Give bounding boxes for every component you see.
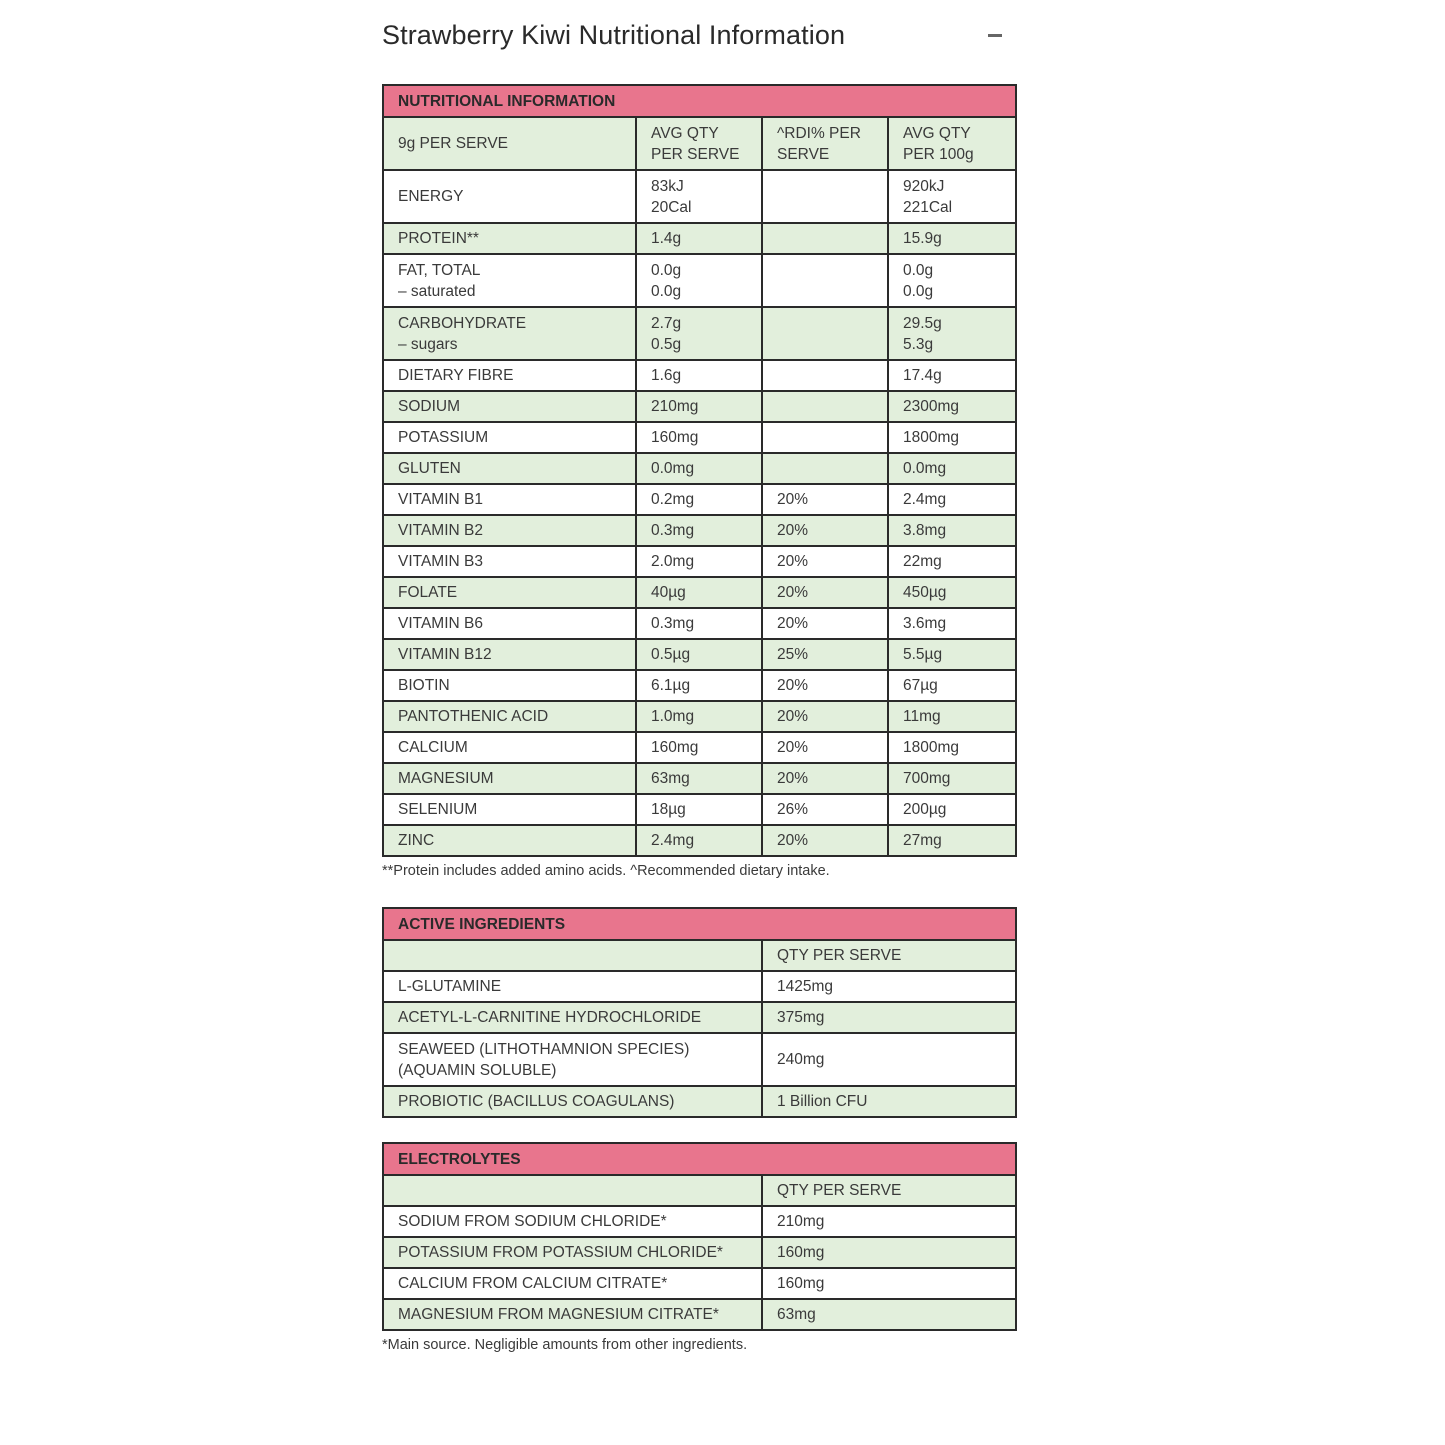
qty-per-serve-value: 2.7g <box>651 314 682 332</box>
table-row <box>383 971 1016 1002</box>
rdi-percent <box>762 484 888 515</box>
qty-per-serve-value: 0.5µg <box>651 646 691 663</box>
table-row <box>383 484 1016 515</box>
electrolyte-name-value: MAGNESIUM FROM MAGNESIUM CITRATE* <box>398 1306 719 1323</box>
qty-per-serve <box>762 1033 1016 1086</box>
qty-per-serve-value: 160mg <box>777 1275 825 1292</box>
electrolyte-name <box>383 1237 762 1268</box>
table-row <box>383 639 1016 670</box>
rdi-percent-value: 20% <box>777 522 809 539</box>
rdi-percent <box>762 639 888 670</box>
nutrient-name-subvalue: – saturated <box>398 282 476 300</box>
qty-per-serve <box>762 1237 1016 1268</box>
electrolyte-name-value: SODIUM FROM SODIUM CHLORIDE* <box>398 1213 667 1230</box>
table-row <box>383 391 1016 422</box>
qty-per-serve-value: 0.0g <box>651 261 682 279</box>
nutrient-name <box>383 391 636 422</box>
nutrient-name-value: POTASSIUM <box>398 429 489 446</box>
qty-per-serve-value: 210mg <box>777 1213 825 1230</box>
rdi-percent-value: 20% <box>777 553 809 570</box>
column-header: AVG QTY PER 100g <box>888 117 1016 170</box>
qty-per-serve <box>636 422 762 453</box>
qty-per-100g-value: 15.9g <box>903 230 942 247</box>
qty-per-serve-value: 0.3mg <box>651 522 695 539</box>
qty-per-100g <box>888 794 1016 825</box>
qty-per-serve-value: 40µg <box>651 584 686 601</box>
rdi-percent <box>762 763 888 794</box>
panel-header[interactable] <box>382 0 1016 84</box>
table-row <box>383 360 1016 391</box>
table-row <box>383 794 1016 825</box>
qty-per-serve <box>636 763 762 794</box>
qty-per-serve <box>636 254 762 307</box>
rdi-percent-value: 25% <box>777 646 809 663</box>
qty-per-serve <box>636 223 762 254</box>
qty-per-serve <box>636 515 762 546</box>
table-row <box>383 1299 1016 1330</box>
qty-per-serve <box>636 608 762 639</box>
nutrient-name <box>383 515 636 546</box>
qty-per-serve-value: 160mg <box>651 739 699 756</box>
qty-per-serve-value: 18µg <box>651 801 686 818</box>
qty-per-serve-value: 83kJ <box>651 177 684 195</box>
nutrient-name <box>383 453 636 484</box>
rdi-percent-value: 20% <box>777 770 809 787</box>
rdi-percent-value: 20% <box>777 739 809 756</box>
rdi-percent <box>762 701 888 732</box>
nutrient-name-value: BIOTIN <box>398 677 450 694</box>
rdi-percent <box>762 391 888 422</box>
nutrient-name-value: DIETARY FIBRE <box>398 367 514 384</box>
electrolyte-name-value: POTASSIUM FROM POTASSIUM CHLORIDE* <box>398 1244 723 1261</box>
nutrition-table <box>382 84 1017 857</box>
rdi-percent <box>762 223 888 254</box>
table-row <box>383 453 1016 484</box>
qty-per-serve <box>636 639 762 670</box>
nutrient-name-value: SODIUM <box>398 398 460 415</box>
rdi-percent <box>762 794 888 825</box>
qty-per-serve-value: 1.0mg <box>651 708 695 725</box>
qty-per-100g-value: 3.8mg <box>903 522 947 539</box>
table-row <box>383 763 1016 794</box>
column-header: ^RDI% PER SERVE <box>762 117 888 170</box>
nutrient-name-value: VITAMIN B6 <box>398 615 483 632</box>
qty-per-serve <box>636 453 762 484</box>
rdi-percent-value: 20% <box>777 708 809 725</box>
qty-per-100g <box>888 254 1016 307</box>
qty-per-serve <box>762 971 1016 1002</box>
qty-per-serve <box>762 1002 1016 1033</box>
rdi-percent-value: 26% <box>777 801 809 818</box>
nutrient-name <box>383 639 636 670</box>
table-row <box>383 223 1016 254</box>
qty-per-serve <box>636 546 762 577</box>
electrolytes-table <box>382 1142 1017 1331</box>
table-row <box>383 307 1016 360</box>
qty-per-100g-value: 0.0mg <box>903 460 947 477</box>
nutrient-name-value: ENERGY <box>398 188 464 205</box>
table-row <box>383 170 1016 223</box>
electrolyte-name <box>383 1206 762 1237</box>
rdi-percent <box>762 825 888 856</box>
nutrition-heading: NUTRITIONAL INFORMATION <box>383 85 1016 117</box>
nutrient-name-value: PROTEIN** <box>398 230 479 247</box>
rdi-percent <box>762 453 888 484</box>
rdi-percent <box>762 546 888 577</box>
nutrient-name-value: VITAMIN B2 <box>398 522 483 539</box>
qty-per-serve-value: 0.0mg <box>651 460 695 477</box>
qty-per-100g <box>888 546 1016 577</box>
qty-per-serve-value: 160mg <box>651 429 699 446</box>
nutrient-name <box>383 254 636 307</box>
qty-per-serve <box>636 307 762 360</box>
rdi-percent <box>762 732 888 763</box>
nutrient-name-value: PANTOTHENIC ACID <box>398 708 549 725</box>
qty-per-serve-value: 0.3mg <box>651 615 695 632</box>
qty-per-100g-value: 5.5µg <box>903 646 943 663</box>
qty-per-serve-value: 0.2mg <box>651 491 695 508</box>
qty-per-serve <box>636 360 762 391</box>
ingredient-name-value: L-GLUTAMINE <box>398 978 502 995</box>
qty-per-100g <box>888 639 1016 670</box>
nutrient-name <box>383 170 636 223</box>
qty-per-serve-subvalue: 0.5g <box>651 335 682 353</box>
rdi-percent-value: 20% <box>777 584 809 601</box>
table-row <box>383 254 1016 307</box>
electrolytes-column-header-row <box>383 1175 1016 1206</box>
nutrient-name-value: FOLATE <box>398 584 458 601</box>
table-row <box>383 1086 1016 1117</box>
qty-per-serve-value: 240mg <box>777 1051 825 1068</box>
qty-per-100g <box>888 608 1016 639</box>
qty-per-100g-value: 2300mg <box>903 398 960 415</box>
qty-per-serve <box>636 732 762 763</box>
table-row <box>383 577 1016 608</box>
qty-per-100g <box>888 360 1016 391</box>
qty-per-100g-value: 22mg <box>903 553 942 570</box>
qty-per-100g-value: 27mg <box>903 832 942 849</box>
nutrient-name-value: GLUTEN <box>398 460 461 477</box>
table-row <box>383 825 1016 856</box>
qty-per-serve-value: 1.4g <box>651 230 682 247</box>
qty-per-100g <box>888 732 1016 763</box>
nutrient-name <box>383 484 636 515</box>
electrolyte-name <box>383 1299 762 1330</box>
qty-per-100g-value: 3.6mg <box>903 615 947 632</box>
table-row <box>383 422 1016 453</box>
table-row <box>383 670 1016 701</box>
electrolytes-footnote: *Main source. Negligible amounts from other ingredients. <box>382 1337 748 1353</box>
column-header: AVG QTY PER SERVE <box>636 117 762 170</box>
table-row <box>383 546 1016 577</box>
qty-per-100g-value: 0.0g <box>903 261 934 279</box>
qty-per-100g <box>888 763 1016 794</box>
qty-per-serve <box>636 391 762 422</box>
qty-per-100g <box>888 577 1016 608</box>
qty-per-100g-value: 1800mg <box>903 429 960 446</box>
nutrient-name-value: ZINC <box>398 832 435 849</box>
qty-per-100g-subvalue: 5.3g <box>903 335 934 353</box>
qty-per-100g-value: 11mg <box>903 708 941 725</box>
qty-per-serve <box>636 670 762 701</box>
nutrient-name <box>383 360 636 391</box>
nutrient-name <box>383 825 636 856</box>
nutrient-name <box>383 422 636 453</box>
table-row <box>383 1268 1016 1299</box>
table-row <box>383 701 1016 732</box>
qty-per-100g-value: 2.4mg <box>903 491 947 508</box>
nutrient-name <box>383 670 636 701</box>
table-row <box>383 1237 1016 1268</box>
qty-per-100g <box>888 391 1016 422</box>
qty-per-serve-value: 1 Billion CFU <box>777 1093 868 1110</box>
ingredient-name-value: ACETYL-L-CARNITINE HYDROCHLORIDE <box>398 1009 702 1026</box>
qty-per-100g <box>888 484 1016 515</box>
qty-per-100g-value: 67µg <box>903 677 938 694</box>
qty-per-100g-value: 17.4g <box>903 367 942 384</box>
qty-per-serve-subvalue: 0.0g <box>651 282 682 300</box>
qty-per-100g-subvalue: 221Cal <box>903 198 953 216</box>
nutrition-panel <box>382 0 1016 1353</box>
qty-per-serve-value: 2.0mg <box>651 553 695 570</box>
table-row <box>383 732 1016 763</box>
rdi-percent <box>762 670 888 701</box>
nutrient-name-subvalue: – sugars <box>398 335 458 353</box>
nutrient-name <box>383 763 636 794</box>
qty-per-100g-subvalue: 0.0g <box>903 282 934 300</box>
column-header: QTY PER SERVE <box>762 1175 1016 1206</box>
qty-per-serve-value: 6.1µg <box>651 677 691 694</box>
electrolyte-name-value: CALCIUM FROM CALCIUM CITRATE* <box>398 1275 668 1292</box>
qty-per-100g-value: 200µg <box>903 801 947 818</box>
rdi-percent <box>762 515 888 546</box>
empty-header-cell <box>383 1175 762 1206</box>
qty-per-100g <box>888 170 1016 223</box>
qty-per-100g <box>888 422 1016 453</box>
rdi-percent-value: 20% <box>777 491 809 508</box>
table-row <box>383 608 1016 639</box>
ingredient-name-subvalue: (AQUAMIN SOLUBLE) <box>398 1061 557 1079</box>
nutrient-name-value: VITAMIN B12 <box>398 646 492 663</box>
table-row <box>383 1033 1016 1086</box>
qty-per-serve-value: 375mg <box>777 1009 825 1026</box>
ingredient-name-value: PROBIOTIC (BACILLUS COAGULANS) <box>398 1093 675 1110</box>
qty-per-100g <box>888 701 1016 732</box>
ingredient-name <box>383 971 762 1002</box>
qty-per-serve-value: 63mg <box>777 1306 816 1323</box>
qty-per-serve <box>762 1268 1016 1299</box>
qty-per-100g <box>888 825 1016 856</box>
qty-per-100g-value: 1800mg <box>903 739 960 756</box>
rdi-percent <box>762 170 888 223</box>
nutrient-name <box>383 307 636 360</box>
qty-per-100g <box>888 670 1016 701</box>
qty-per-serve <box>636 825 762 856</box>
qty-per-100g-value: 920kJ <box>903 177 945 195</box>
rdi-percent-value: 20% <box>777 615 809 632</box>
nutrient-name <box>383 701 636 732</box>
nutrient-name-value: VITAMIN B1 <box>398 491 483 508</box>
nutrient-name <box>383 546 636 577</box>
rdi-percent <box>762 577 888 608</box>
qty-per-100g-value: 29.5g <box>903 314 942 332</box>
rdi-percent <box>762 307 888 360</box>
qty-per-serve-value: 2.4mg <box>651 832 695 849</box>
rdi-percent-value: 20% <box>777 832 809 849</box>
qty-per-serve <box>762 1299 1016 1330</box>
qty-per-serve-value: 1.6g <box>651 367 682 384</box>
table-row <box>383 1206 1016 1237</box>
rdi-percent <box>762 360 888 391</box>
rdi-percent <box>762 422 888 453</box>
qty-per-serve <box>636 577 762 608</box>
qty-per-serve <box>636 701 762 732</box>
column-header: 9g PER SERVE <box>383 117 636 170</box>
qty-per-100g-value: 700mg <box>903 770 951 787</box>
nutrient-name-value: CALCIUM <box>398 739 468 756</box>
nutrient-name-value: FAT, TOTAL <box>398 261 481 279</box>
table-row <box>383 515 1016 546</box>
rdi-percent-value: 20% <box>777 677 809 694</box>
qty-per-serve-value: 210mg <box>651 398 699 415</box>
qty-per-100g <box>888 515 1016 546</box>
qty-per-100g <box>888 307 1016 360</box>
page-title: Strawberry Kiwi Nutritional Information <box>382 20 846 50</box>
qty-per-100g <box>888 223 1016 254</box>
nutrition-footnote: **Protein includes added amino acids. ^Recommended dietary intake. <box>382 863 830 879</box>
rdi-percent <box>762 254 888 307</box>
nutrient-name <box>383 608 636 639</box>
nutrient-name <box>383 223 636 254</box>
qty-per-serve <box>636 484 762 515</box>
nutrient-name-value: MAGNESIUM <box>398 770 494 787</box>
active-ingredients-table <box>382 907 1017 1118</box>
qty-per-serve <box>636 794 762 825</box>
qty-per-serve-value: 63mg <box>651 770 690 787</box>
ingredient-name <box>383 1086 762 1117</box>
nutrient-name <box>383 732 636 763</box>
qty-per-serve-value: 1425mg <box>777 978 834 995</box>
qty-per-serve <box>636 170 762 223</box>
rdi-percent <box>762 608 888 639</box>
minus-icon[interactable] <box>988 34 1002 37</box>
qty-per-serve <box>762 1206 1016 1237</box>
nutrition-column-header-row <box>383 117 1016 170</box>
qty-per-serve-value: 160mg <box>777 1244 825 1261</box>
nutrient-name-value: VITAMIN B3 <box>398 553 483 570</box>
qty-per-serve-subvalue: 20Cal <box>651 198 692 216</box>
electrolyte-name <box>383 1268 762 1299</box>
nutrient-name <box>383 577 636 608</box>
ingredient-name <box>383 1033 762 1086</box>
active-column-header-row <box>383 940 1016 971</box>
qty-per-100g-value: 450µg <box>903 584 947 601</box>
ingredient-name-value: SEAWEED (LITHOTHAMNION SPECIES) <box>398 1040 690 1058</box>
empty-header-cell <box>383 940 762 971</box>
qty-per-100g <box>888 453 1016 484</box>
table-row <box>383 1002 1016 1033</box>
ingredient-name <box>383 1002 762 1033</box>
qty-per-serve <box>762 1086 1016 1117</box>
electrolytes-heading: ELECTROLYTES <box>383 1143 1016 1175</box>
column-header: QTY PER SERVE <box>762 940 1016 971</box>
nutrient-name-value: CARBOHYDRATE <box>398 314 527 332</box>
active-ingredients-heading: ACTIVE INGREDIENTS <box>383 908 1016 940</box>
nutrient-name-value: SELENIUM <box>398 801 478 818</box>
nutrient-name <box>383 794 636 825</box>
